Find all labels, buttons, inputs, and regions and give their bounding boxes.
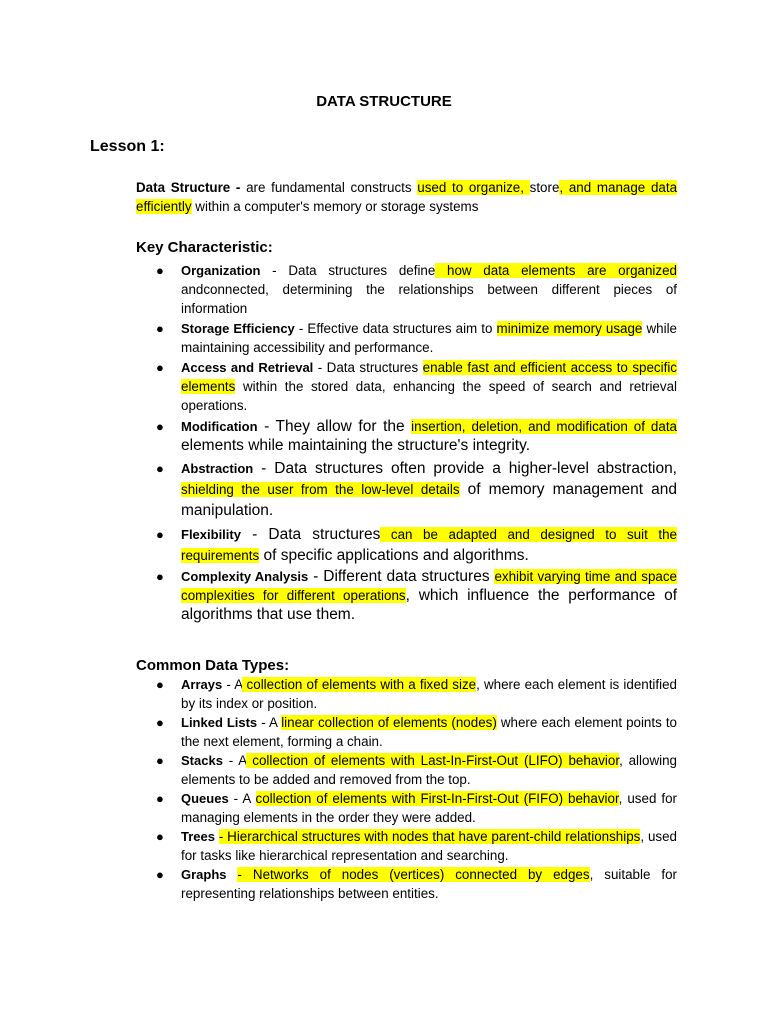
common-data-types-heading: Common Data Types: [136, 657, 290, 674]
item-term: Abstraction [181, 461, 254, 476]
list-item [156, 827, 677, 865]
item-post: within the stored data, enhancing the speed of search and retrieval operations. [181, 379, 677, 413]
bullet-icon: ● [156, 360, 164, 375]
list-item [156, 319, 677, 357]
list-item [156, 751, 677, 789]
item-pre: - Data structures [313, 360, 423, 375]
item-post: while maintaining accessibility and performance. [181, 321, 677, 355]
list-item [156, 713, 677, 751]
bullet-icon: ● [156, 829, 164, 844]
item-post: of memory management and manipulation. [181, 481, 677, 519]
item-pre: - Data structures often provide a higher-level abstraction, [253, 460, 677, 477]
item-post: , suitable for representing relationships between entities. [181, 867, 677, 901]
item-post: , where each element is identified by its index or position. [181, 677, 677, 711]
item-post: andconnected, determining the relationships between different pieces of information [181, 282, 677, 316]
item-highlight: collection of elements with a fixed size [242, 677, 477, 692]
document-title: DATA STRUCTURE [316, 93, 452, 110]
item-term: Modification [181, 419, 258, 434]
item-term: Flexibility [181, 527, 241, 542]
list-item [156, 675, 677, 713]
item-term: Trees [181, 829, 215, 844]
item-pre: - Data structures [240, 526, 381, 543]
item-pre: - A [257, 715, 282, 730]
item-term: Stacks [181, 753, 223, 768]
bullet-icon: ● [156, 527, 164, 542]
item-term: Organization [181, 263, 261, 278]
item-post: where each element points to the next element, forming a chain. [181, 715, 677, 749]
list-item [156, 789, 677, 827]
item-pre [227, 867, 238, 882]
item-pre: - Different data structures [308, 568, 495, 585]
bullet-icon: ● [156, 677, 164, 692]
bullet-icon: ● [156, 321, 164, 336]
item-pre: - They allow for the [257, 418, 412, 435]
list-item [156, 865, 677, 903]
intro-highlight-1: used to organize, [417, 180, 530, 195]
item-post: of specific applications and algorithms. [259, 547, 529, 564]
intro-text-1: are fundamental constructs [240, 180, 418, 195]
common-data-types-list [156, 675, 677, 903]
bullet-icon: ● [156, 419, 164, 434]
item-term: Graphs [181, 867, 227, 882]
item-post: , allowing elements to be added and removed from the top. [181, 753, 677, 787]
bullet-icon: ● [156, 867, 164, 882]
key-characteristic-heading: Key Characteristic: [136, 239, 273, 256]
list-item [156, 458, 677, 521]
item-pre: - A [228, 791, 256, 806]
intro-paragraph [136, 178, 677, 216]
bullet-icon: ● [156, 461, 164, 476]
lesson-heading: Lesson 1: [90, 138, 165, 155]
item-highlight: can be adapted and designed to suit the requirements [181, 527, 677, 563]
item-post: , which influence the performance of algorithms that use them. [181, 587, 678, 623]
item-highlight: how data elements are organized [435, 263, 677, 278]
item-highlight: - Networks of nodes (vertices) connected by edges [237, 867, 590, 882]
item-highlight: shielding the user from the low-level details [181, 482, 460, 497]
intro-text-2: store [529, 180, 560, 195]
item-highlight: collection of elements with First-In-First-Out (FIFO) behavior [255, 791, 619, 806]
item-highlight: exhibit varying time and space complexities for different operations [181, 569, 677, 603]
intro-term: Data Structure - [136, 180, 241, 195]
item-highlight: insertion, deletion, and modification of data [411, 419, 677, 434]
list-item [156, 261, 677, 318]
item-pre: - A [222, 677, 243, 692]
bullet-icon: ● [156, 569, 164, 584]
key-characteristic-list [156, 261, 677, 624]
item-post: , used for tasks like hierarchical representation and searching. [181, 829, 677, 863]
item-term: Complexity Analysis [181, 569, 309, 584]
list-item [156, 567, 677, 624]
item-post: elements while maintaining the structure's integrity. [181, 437, 530, 454]
list-item [156, 358, 677, 415]
bullet-icon: ● [156, 715, 164, 730]
item-highlight: enable fast and efficient access to specific elements [181, 360, 677, 394]
item-term: Storage Efficiency [181, 321, 295, 336]
bullet-icon: ● [156, 791, 164, 806]
item-highlight: - Hierarchical structures with nodes that have parent-child relationships [218, 829, 641, 844]
item-term: Access and Retrieval [181, 360, 314, 375]
item-pre: - Effective data structures aim to [294, 321, 497, 336]
item-highlight: collection of elements with Last-In-First-Out (LIFO) behavior [246, 753, 620, 768]
item-highlight: minimize memory usage [496, 321, 643, 336]
item-highlight: linear collection of elements (nodes) [281, 715, 497, 730]
intro-highlight-2: , and manage data efficiently [136, 180, 678, 214]
item-pre: - A [222, 753, 247, 768]
intro-text-3: within a computer's memory or storage systems [191, 199, 479, 214]
list-item [156, 417, 677, 455]
item-pre: - Data structures define [260, 263, 436, 278]
item-post: , used for managing elements in the order they were added. [181, 791, 677, 825]
list-item [156, 524, 677, 566]
bullet-icon: ● [156, 753, 164, 768]
item-term: Arrays [181, 677, 223, 692]
item-term: Queues [181, 791, 229, 806]
bullet-icon: ● [156, 263, 164, 278]
item-term: Linked Lists [181, 715, 258, 730]
